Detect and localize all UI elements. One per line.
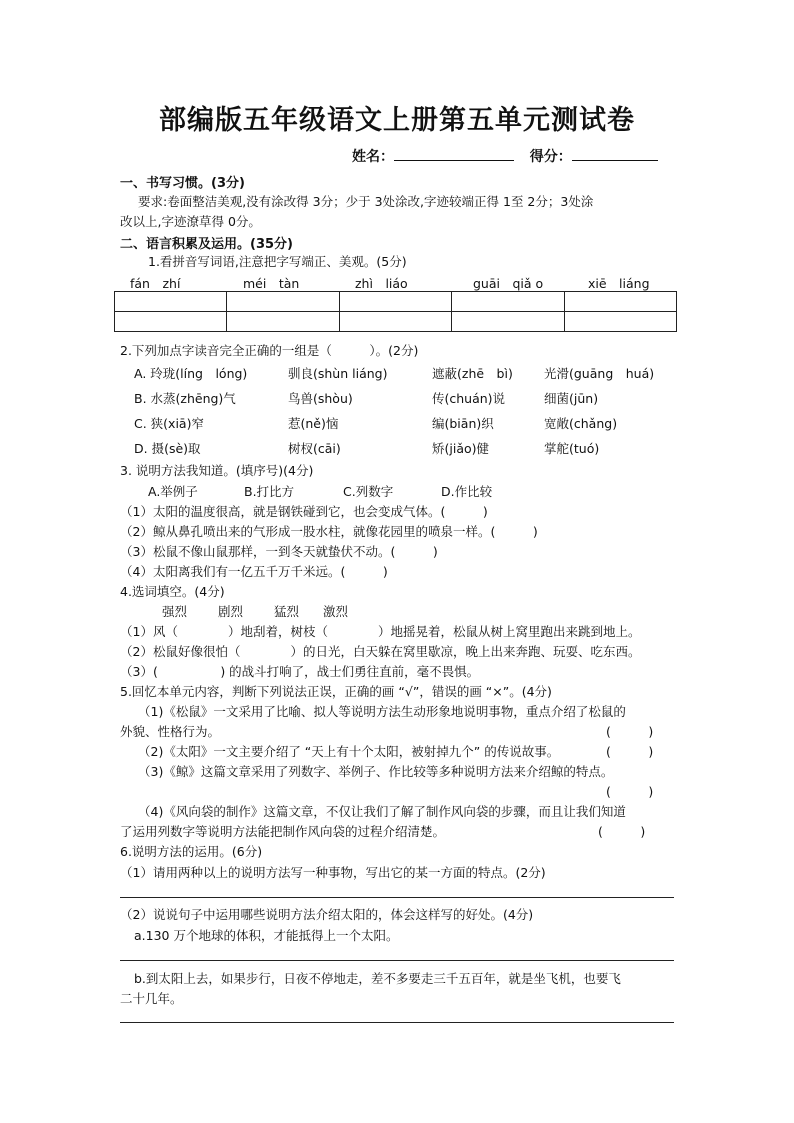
- q6-item-2b-line1: b.到太阳上去，如果步行，日夜不停地走，差不多要走三千五百年，就是坐飞机，也要飞: [134, 971, 621, 986]
- q2-option-b-2: 鸟兽(shòu): [288, 391, 353, 406]
- q4-item-2: （2）松鼠好像很怕（ ）的日光，白天躲在窝里歇凉，晚上出来奔跑、玩耍、吃东西。: [120, 644, 641, 659]
- grid-cell[interactable]: [115, 292, 227, 312]
- q5-item-2-answer[interactable]: ( ): [606, 744, 654, 759]
- name-score-row: [352, 146, 658, 166]
- pinyin-writing-grid: [114, 291, 677, 332]
- q2-option-a-2: 驯良(shùn liáng): [288, 366, 388, 381]
- q3-choice-a: A.举例子: [148, 484, 198, 499]
- q2-option-c-2: 惹(ně)恼: [288, 416, 339, 431]
- q2-option-b-1: B. 水蒸(zhēng)气: [134, 391, 236, 406]
- q4-item-1: （1）风（ ）地刮着，树枝（ ）地摇晃着，松鼠从树上窝里跑出来跳到地上。: [120, 624, 641, 639]
- grid-cell[interactable]: [564, 312, 676, 332]
- answer-line[interactable]: [120, 960, 674, 961]
- q2-option-d-2: 树杈(cāi): [288, 441, 341, 456]
- name-blank[interactable]: [394, 146, 514, 161]
- grid-cell[interactable]: [452, 312, 564, 332]
- q3-item-2: （2）鲸从鼻孔喷出来的气形成一股水柱，就像花园里的喷泉一样。( ): [120, 524, 538, 539]
- q2-option-c-4: 宽敞(chǎng): [544, 416, 618, 431]
- question-2: 2.下列加点字读音完全正确的一组是（ ）。(2分): [120, 343, 419, 358]
- q3-choice-c: C.列数字: [343, 484, 394, 499]
- q5-item-2: （2)《太阳》一文主要介绍了 “天上有十个太阳，被射掉九个” 的传说故事。: [138, 744, 560, 759]
- section-1-requirement-line2: 改以上,字迹潦草得 0分。: [120, 214, 261, 229]
- q2-option-a-3: 遮蔽(zhē bì): [432, 366, 513, 381]
- grid-cell[interactable]: [227, 292, 339, 312]
- q2-option-b-3: 传(chuán)说: [432, 391, 506, 406]
- q4-word-3: 猛烈: [274, 604, 300, 619]
- pinyin-2: méi tàn: [243, 276, 300, 291]
- q2-option-d-1: D. 摄(sè)取: [134, 441, 201, 456]
- q5-item-3-answer[interactable]: ( ): [606, 784, 654, 799]
- pinyin-4: guāi qiǎ o: [473, 276, 544, 291]
- name-label: 姓名：: [352, 149, 394, 165]
- answer-line[interactable]: [120, 1022, 674, 1023]
- q2-option-a-1: A. 玲珑(líng lóng): [134, 366, 248, 381]
- question-6: 6.说明方法的运用。(6分): [120, 844, 263, 859]
- q3-choice-b: B.打比方: [244, 484, 295, 499]
- q2-option-c-1: C. 狭(xiā)窄: [134, 416, 204, 431]
- q2-option-a-4: 光滑(guāng huá): [544, 366, 655, 381]
- q5-item-1-answer[interactable]: ( ): [606, 724, 654, 739]
- q6-item-1: （1）请用两种以上的说明方法写一种事物，写出它的某一方面的特点。(2分): [120, 865, 546, 880]
- question-3: 3. 说明方法我知道。(填序号)(4分): [120, 463, 314, 478]
- q4-word-4: 激烈: [323, 604, 349, 619]
- q4-word-2: 剧烈: [218, 604, 244, 619]
- grid-cell[interactable]: [339, 292, 451, 312]
- grid-cell[interactable]: [227, 312, 339, 332]
- grid-cell[interactable]: [115, 312, 227, 332]
- section-1-requirement-line1: 要求:卷面整洁美观,没有涂改得 3分；少于 3处涂改,字迹较端正得 1至 2分；3处涂: [138, 194, 594, 209]
- section-1-heading: 一、书写习惯。(3分): [120, 176, 245, 191]
- question-1: 1.看拼音写词语,注意把字写端正、美观。(5分): [148, 254, 407, 269]
- score-blank[interactable]: [572, 146, 658, 161]
- q6-item-2b-line2: 二十几年。: [120, 991, 183, 1006]
- q2-option-d-3: 矫(jiǎo)健: [432, 441, 490, 456]
- section-2-heading: 二、语言积累及运用。(35分): [120, 237, 293, 252]
- q6-item-2a: a.130 万个地球的体积，才能抵得上一个太阳。: [134, 928, 399, 943]
- grid-cell[interactable]: [452, 292, 564, 312]
- q5-item-1-line2: 外貌、性格行为。: [120, 724, 221, 739]
- q5-item-3: （3)《鲸》这篇文章采用了列数字、举例子、作比较等多种说明方法来介绍鲸的特点。: [138, 764, 614, 779]
- q5-item-4-line1: （4)《风向袋的制作》这篇文章，不仅让我们了解了制作风向袋的步骤，而且让我们知道: [138, 804, 626, 819]
- grid-cell[interactable]: [564, 292, 676, 312]
- grid-cell[interactable]: [339, 312, 451, 332]
- q3-choice-d: D.作比较: [441, 484, 493, 499]
- q4-item-3: （3）( ) 的战斗打响了，战士们勇往直前，毫不畏惧。: [120, 664, 480, 679]
- score-label: 得分：: [529, 149, 572, 165]
- q6-item-2: （2）说说句子中运用哪些说明方法介绍太阳的，体会这样写的好处。(4分): [120, 907, 534, 922]
- q2-option-d-4: 掌舵(tuó): [544, 441, 600, 456]
- pinyin-1: fán zhí: [130, 276, 181, 291]
- page-title: 部编版五年级语文上册第五单元测试卷: [159, 105, 635, 136]
- pinyin-3: zhì liáo: [355, 276, 408, 291]
- answer-line[interactable]: [120, 897, 674, 898]
- pinyin-5: xiē liáng: [588, 276, 650, 291]
- q5-item-4-answer[interactable]: ( ): [598, 824, 646, 839]
- q3-item-3: （3）松鼠不像山鼠那样，一到冬天就蛰伏不动。( ): [120, 544, 438, 559]
- q5-item-1-line1: （1)《松鼠》一文采用了比喻、拟人等说明方法生动形象地说明事物，重点介绍了松鼠的: [138, 704, 626, 719]
- question-5: 5.回忆本单元内容，判断下列说法正误，正确的画 “√”，错误的画 “×”。(4分): [120, 684, 552, 699]
- q3-item-1: （1）太阳的温度很高，就是钢铁碰到它，也会变成气体。( ): [120, 504, 488, 519]
- q2-option-c-3: 编(biān)织: [432, 416, 494, 431]
- q5-item-4-line2: 了运用列数字等说明方法能把制作风向袋的过程介绍清楚。: [120, 824, 446, 839]
- q2-option-b-4: 细菌(jūn): [544, 391, 599, 406]
- question-4: 4.选词填空。(4分): [120, 584, 225, 599]
- q4-word-1: 强烈: [162, 604, 188, 619]
- q3-item-4: （4）太阳离我们有一亿五千万千米远。( ): [120, 564, 388, 579]
